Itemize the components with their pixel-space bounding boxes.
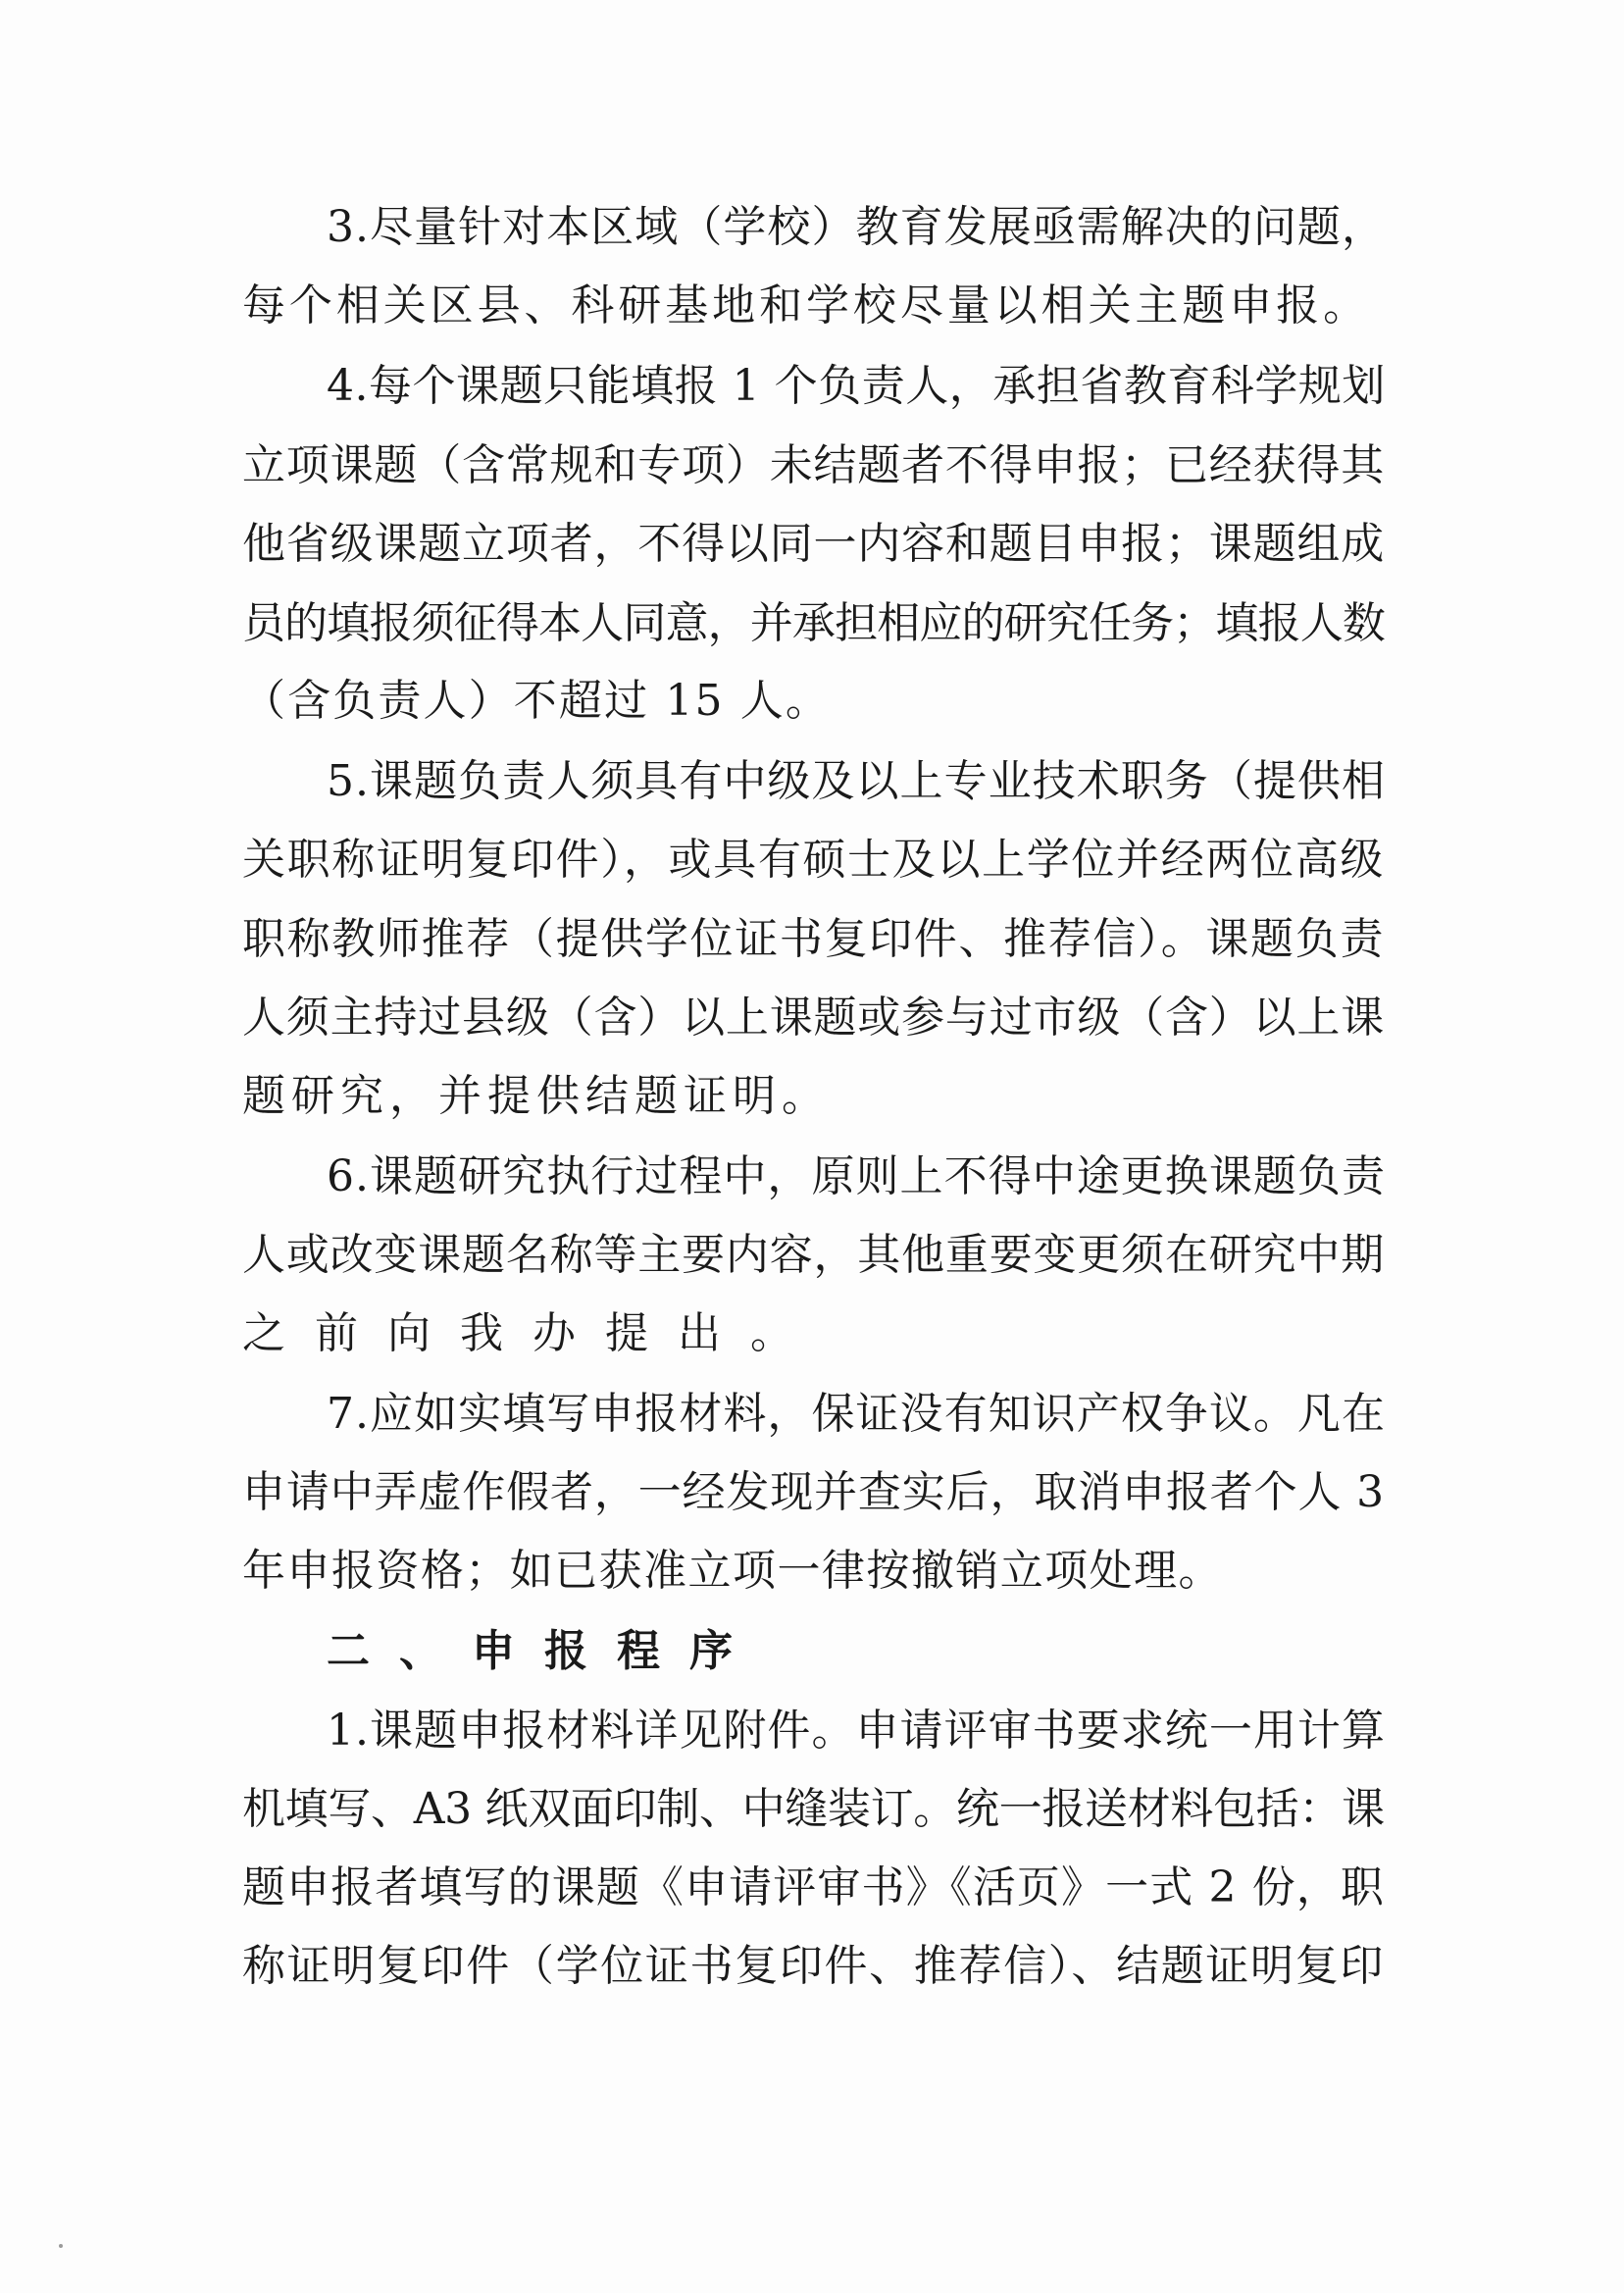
text-line: 年申报资格；如已获准立项一律按撤销立项处理。 (242, 1546, 1223, 1596)
text-line: 人或改变课题名称等主要内容，其他重要变更须在研究中期 (242, 1230, 1385, 1280)
scan-speck (59, 2244, 63, 2248)
text-line: 立项课题（含常规和专项）未结题者不得申报；已经获得其 (242, 440, 1385, 490)
text-line: 机填写、A3 纸双面印制、中缝装订。统一报送材料包括：课 (242, 1784, 1385, 1834)
text-line: 人须主持过县级（含）以上课题或参与过市级（含）以上课 (242, 993, 1385, 1043)
text-line: 题申报者填写的课题《申请评审书》《活页》一式 2 份，职 (242, 1862, 1385, 1912)
text-line: 之前向我办提出。 (242, 1308, 823, 1358)
text-line: 7.应如实填写申报材料，保证没有知识产权争议。凡在 (327, 1389, 1386, 1439)
text-line: 3.尽量针对本区域（学校）教育发展亟需解决的问题， (327, 202, 1386, 252)
text-line: 1.课题申报材料详见附件。申请评审书要求统一用计算 (327, 1706, 1386, 1756)
text-line: 5.课题负责人须具有中级及以上专业技术职务（提供相 (327, 756, 1386, 806)
text-line: 题研究，并提供结题证明。 (242, 1071, 831, 1121)
text-line: 4.每个课题只能填报 1 个负责人，承担省教育科学规划 (327, 361, 1386, 411)
text-line: 每个相关区县、科研基地和学校尽量以相关主题申报。 (242, 280, 1370, 331)
text-line: 称证明复印件（学位证书复印件、推荐信）、结题证明复印 (242, 1941, 1385, 1991)
text-line: 6.课题研究执行过程中，原则上不得中途更换课题负责 (327, 1151, 1386, 1201)
text-line: （含负责人）不超过 15 人。 (242, 676, 831, 726)
text-line: 员的填报须征得本人同意，并承担相应的研究任务；填报人数 (242, 598, 1385, 648)
section-heading: 二、申报程序 (327, 1626, 762, 1676)
text-line: 他省级课题立项者，不得以同一内容和题目申报；课题组成 (242, 519, 1385, 569)
text-line: 职称教师推荐（提供学位证书复印件、推荐信）。课题负责 (242, 914, 1385, 964)
text-line: 申请中弄虚作假者，一经发现并查实后，取消申报者个人 3 (242, 1467, 1385, 1517)
text-line: 关职称证明复印件），或具有硕士及以上学位并经两位高级 (242, 835, 1385, 885)
